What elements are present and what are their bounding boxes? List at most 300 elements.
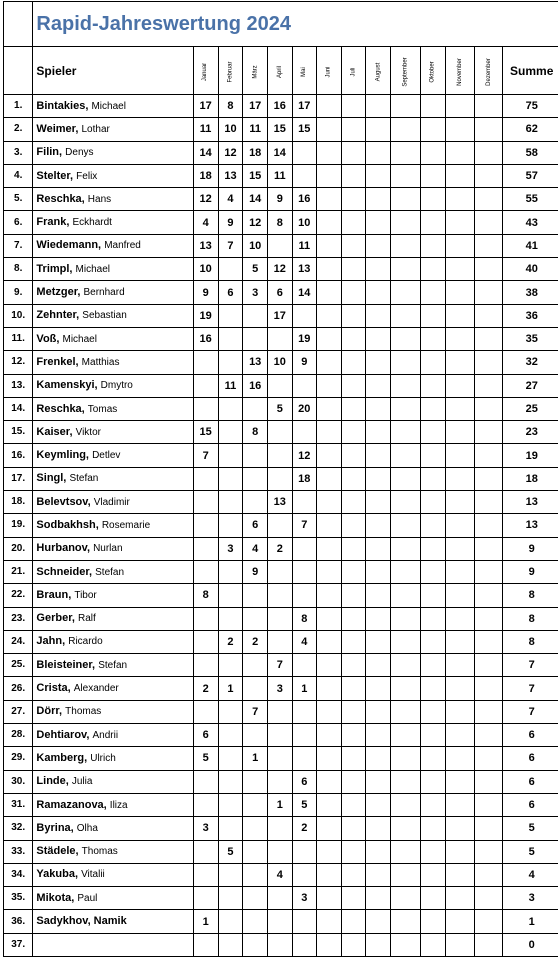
score-cell: [474, 467, 503, 490]
sum-cell: 8: [503, 584, 558, 607]
score-cell: [390, 304, 420, 327]
score-cell: [193, 770, 218, 793]
table-row: [4, 537, 558, 560]
score-cell: [317, 630, 342, 653]
player-name-cell: [33, 351, 193, 374]
score-cell: [366, 607, 391, 630]
score-cell: 12: [267, 258, 292, 281]
player-last-name: Byrina,: [36, 821, 74, 834]
player-name-cell: [33, 933, 193, 956]
rank-cell: 24.: [4, 630, 33, 653]
score-cell: [366, 863, 391, 886]
score-cell: [292, 700, 317, 723]
score-cell: [446, 817, 475, 840]
score-cell: 5: [243, 258, 268, 281]
score-cell: [366, 234, 391, 257]
annual-ranking-table: [3, 1, 558, 957]
score-cell: [243, 910, 268, 933]
score-cell: [317, 234, 342, 257]
rank-cell: 35.: [4, 887, 33, 910]
score-cell: [474, 793, 503, 816]
player-name-cell: [33, 188, 193, 211]
player-last-name: Kamenskyi,: [36, 379, 98, 392]
player-last-name: Frank,: [36, 216, 70, 229]
score-cell: 5: [267, 397, 292, 420]
score-cell: [193, 467, 218, 490]
score-cell: 4: [267, 863, 292, 886]
score-cell: [446, 793, 475, 816]
score-cell: 6: [243, 514, 268, 537]
sum-cell: 8: [503, 607, 558, 630]
score-cell: [474, 770, 503, 793]
score-cell: [267, 887, 292, 910]
rank-cell: 32.: [4, 817, 33, 840]
score-cell: [267, 770, 292, 793]
score-cell: [218, 747, 243, 770]
player-last-name: Dehtiarov,: [36, 728, 90, 741]
score-cell: [421, 164, 446, 187]
score-cell: [218, 933, 243, 956]
sum-cell: 38: [503, 281, 558, 304]
score-cell: [193, 654, 218, 677]
score-cell: [317, 584, 342, 607]
score-cell: [267, 584, 292, 607]
score-cell: [317, 863, 342, 886]
score-cell: 6: [193, 724, 218, 747]
score-cell: [193, 374, 218, 397]
score-cell: [366, 817, 391, 840]
player-first-name: Manfred: [104, 240, 141, 252]
score-cell: [341, 281, 365, 304]
player-first-name: Ricardo: [68, 636, 103, 648]
score-cell: [421, 421, 446, 444]
score-cell: 6: [292, 770, 317, 793]
score-cell: [193, 700, 218, 723]
score-cell: 5: [292, 793, 317, 816]
score-cell: [474, 654, 503, 677]
score-cell: [446, 584, 475, 607]
player-name-cell: [33, 724, 193, 747]
rank-cell: 14.: [4, 397, 33, 420]
score-cell: [474, 234, 503, 257]
month-label: April: [276, 65, 283, 78]
sum-cell: 43: [503, 211, 558, 234]
score-cell: [474, 118, 503, 141]
score-cell: [341, 654, 365, 677]
player-first-name: Michael: [75, 263, 111, 275]
player-name-cell: [33, 654, 193, 677]
score-cell: 2: [292, 817, 317, 840]
score-cell: [421, 188, 446, 211]
score-cell: [341, 141, 365, 164]
rank-cell: 5.: [4, 188, 33, 211]
score-cell: [421, 95, 446, 118]
score-cell: [390, 770, 420, 793]
score-cell: [366, 560, 391, 583]
sum-cell: 40: [503, 258, 558, 281]
score-cell: 1: [292, 677, 317, 700]
sum-cell: 0: [503, 933, 558, 956]
score-cell: 13: [267, 491, 292, 514]
score-cell: [390, 327, 420, 350]
sum-cell: 9: [503, 560, 558, 583]
score-cell: [390, 211, 420, 234]
score-cell: [474, 95, 503, 118]
score-cell: [193, 863, 218, 886]
score-cell: [446, 933, 475, 956]
score-cell: 11: [292, 234, 317, 257]
score-cell: [446, 724, 475, 747]
score-cell: [390, 537, 420, 560]
player-first-name: Stefan: [69, 473, 99, 485]
score-cell: [390, 677, 420, 700]
score-cell: [267, 234, 292, 257]
score-cell: [317, 747, 342, 770]
score-cell: [218, 467, 243, 490]
score-cell: [366, 654, 391, 677]
score-cell: 18: [292, 467, 317, 490]
table-row: [4, 677, 558, 700]
score-cell: [390, 258, 420, 281]
player-name-cell: [33, 491, 193, 514]
sum-cell: 36: [503, 304, 558, 327]
month-label: Oktober: [430, 60, 437, 83]
score-cell: [421, 840, 446, 863]
score-cell: [341, 747, 365, 770]
player-last-name: Kaiser,: [36, 425, 73, 438]
score-cell: [446, 141, 475, 164]
score-cell: [193, 560, 218, 583]
table-row: [4, 327, 558, 350]
score-cell: [446, 467, 475, 490]
score-cell: [317, 514, 342, 537]
score-cell: [243, 467, 268, 490]
table-row: [4, 887, 558, 910]
score-cell: 17: [243, 95, 268, 118]
score-cell: [390, 607, 420, 630]
score-cell: [446, 863, 475, 886]
score-cell: 9: [193, 281, 218, 304]
player-name-cell: [33, 421, 193, 444]
month-header-11: [474, 47, 503, 95]
month-label: Juli: [350, 66, 357, 77]
table-row: [4, 724, 558, 747]
score-cell: [421, 700, 446, 723]
score-cell: [446, 910, 475, 933]
score-cell: [341, 700, 365, 723]
score-cell: [193, 887, 218, 910]
score-cell: [390, 374, 420, 397]
rank-cell: 11.: [4, 327, 33, 350]
month-header-1: [218, 47, 243, 95]
score-cell: [474, 863, 503, 886]
score-cell: [317, 118, 342, 141]
score-cell: [292, 654, 317, 677]
rank-cell: 36.: [4, 910, 33, 933]
score-cell: [341, 537, 365, 560]
score-cell: [366, 677, 391, 700]
score-cell: 11: [267, 164, 292, 187]
score-cell: [243, 607, 268, 630]
score-cell: [390, 863, 420, 886]
player-last-name: Ramazanova,: [36, 798, 107, 811]
rank-cell: 10.: [4, 304, 33, 327]
score-cell: [366, 188, 391, 211]
score-cell: 6: [267, 281, 292, 304]
score-cell: [366, 770, 391, 793]
score-cell: 2: [193, 677, 218, 700]
score-cell: [292, 304, 317, 327]
score-cell: [292, 747, 317, 770]
rank-cell: 2.: [4, 118, 33, 141]
score-cell: [243, 397, 268, 420]
rank-cell: 19.: [4, 514, 33, 537]
player-last-name: Voß,: [36, 332, 60, 345]
score-cell: [218, 700, 243, 723]
score-cell: [218, 397, 243, 420]
table-row: [4, 793, 558, 816]
score-cell: [474, 700, 503, 723]
score-cell: [421, 747, 446, 770]
score-cell: [366, 514, 391, 537]
score-cell: [193, 933, 218, 956]
score-cell: [474, 141, 503, 164]
score-cell: 16: [292, 188, 317, 211]
score-cell: [366, 887, 391, 910]
score-cell: [341, 514, 365, 537]
player-name-cell: [33, 118, 193, 141]
rank-cell: 33.: [4, 840, 33, 863]
score-cell: [317, 327, 342, 350]
score-cell: 19: [292, 327, 317, 350]
score-cell: 5: [193, 747, 218, 770]
score-cell: [317, 700, 342, 723]
score-cell: [366, 933, 391, 956]
month-header-8: [390, 47, 420, 95]
score-cell: [446, 164, 475, 187]
player-last-name: Wiedemann,: [36, 239, 102, 252]
score-cell: [474, 327, 503, 350]
score-cell: [390, 397, 420, 420]
score-cell: [341, 95, 365, 118]
score-cell: [267, 444, 292, 467]
score-cell: [390, 118, 420, 141]
score-cell: [243, 817, 268, 840]
month-label: Mai: [301, 66, 308, 77]
score-cell: [366, 95, 391, 118]
player-last-name: Crista,: [36, 682, 71, 695]
sum-cell: 13: [503, 514, 558, 537]
score-cell: [267, 327, 292, 350]
score-cell: [243, 840, 268, 863]
score-cell: [446, 537, 475, 560]
month-label: Januar: [202, 62, 209, 81]
score-cell: 17: [267, 304, 292, 327]
player-last-name: Metzger,: [36, 286, 81, 299]
score-cell: [243, 304, 268, 327]
score-cell: [292, 910, 317, 933]
score-cell: 10: [243, 234, 268, 257]
score-cell: [317, 793, 342, 816]
player-last-name: Reschka,: [36, 192, 85, 205]
score-cell: [341, 887, 365, 910]
score-cell: [218, 584, 243, 607]
score-cell: [267, 630, 292, 653]
player-first-name: Olha: [76, 822, 98, 834]
score-cell: [218, 724, 243, 747]
score-cell: [390, 141, 420, 164]
score-cell: [243, 933, 268, 956]
player-name-cell: [33, 840, 193, 863]
score-cell: [421, 397, 446, 420]
player-first-name: Vitalii: [81, 869, 105, 881]
score-cell: 10: [267, 351, 292, 374]
player-first-name: Michael: [62, 333, 97, 345]
score-cell: 16: [243, 374, 268, 397]
score-cell: [366, 910, 391, 933]
player-name-cell: [33, 95, 193, 118]
table-row: [4, 95, 558, 118]
score-cell: [390, 560, 420, 583]
score-cell: [390, 164, 420, 187]
score-cell: [421, 258, 446, 281]
score-cell: [446, 514, 475, 537]
score-cell: [474, 304, 503, 327]
score-cell: [218, 770, 243, 793]
player-name-cell: [33, 887, 193, 910]
sum-cell: 18: [503, 467, 558, 490]
player-name-cell: [33, 374, 193, 397]
score-cell: [446, 95, 475, 118]
score-cell: 4: [218, 188, 243, 211]
month-header-10: [446, 47, 475, 95]
score-cell: 7: [243, 700, 268, 723]
player-name-cell: [33, 141, 193, 164]
score-cell: [243, 677, 268, 700]
score-cell: [390, 654, 420, 677]
score-cell: [243, 887, 268, 910]
month-header-3: [267, 47, 292, 95]
player-name-cell: [33, 327, 193, 350]
score-cell: [366, 164, 391, 187]
sum-cell: 32: [503, 351, 558, 374]
score-cell: [366, 304, 391, 327]
table-row: [4, 817, 558, 840]
player-name-cell: [33, 560, 193, 583]
score-cell: [317, 677, 342, 700]
score-cell: [390, 747, 420, 770]
score-cell: 9: [267, 188, 292, 211]
month-label: November: [456, 57, 463, 86]
score-cell: [267, 817, 292, 840]
rank-cell: 28.: [4, 724, 33, 747]
rank-cell: 7.: [4, 234, 33, 257]
score-cell: [446, 607, 475, 630]
score-cell: [317, 724, 342, 747]
table-row: [4, 514, 558, 537]
score-cell: [366, 793, 391, 816]
score-cell: 3: [243, 281, 268, 304]
score-cell: [474, 211, 503, 234]
table-row: [4, 607, 558, 630]
score-cell: 2: [243, 630, 268, 653]
score-cell: [218, 887, 243, 910]
player-name-cell: [33, 397, 193, 420]
rank-cell: 37.: [4, 933, 33, 956]
score-cell: 8: [267, 211, 292, 234]
score-cell: [474, 607, 503, 630]
score-cell: 18: [193, 164, 218, 187]
score-cell: [218, 863, 243, 886]
score-cell: [193, 630, 218, 653]
score-cell: [474, 444, 503, 467]
score-cell: [267, 724, 292, 747]
score-cell: 2: [218, 630, 243, 653]
score-cell: [446, 188, 475, 211]
score-cell: [193, 491, 218, 514]
score-cell: [366, 327, 391, 350]
score-cell: [317, 281, 342, 304]
score-cell: 7: [292, 514, 317, 537]
rank-cell: 30.: [4, 770, 33, 793]
month-header-2: [243, 47, 268, 95]
rank-cell: 16.: [4, 444, 33, 467]
player-first-name: Ralf: [78, 613, 96, 625]
score-cell: [317, 188, 342, 211]
score-cell: [218, 258, 243, 281]
score-cell: [474, 351, 503, 374]
score-cell: [341, 351, 365, 374]
rank-cell: 6.: [4, 211, 33, 234]
score-cell: [341, 491, 365, 514]
player-first-name: Thomas: [65, 706, 102, 718]
player-first-name: Eckhardt: [72, 217, 112, 229]
player-name-cell: [33, 304, 193, 327]
sum-cell: 6: [503, 747, 558, 770]
score-cell: [267, 467, 292, 490]
score-cell: 1: [193, 910, 218, 933]
score-cell: [474, 374, 503, 397]
score-cell: [218, 817, 243, 840]
score-cell: [421, 817, 446, 840]
sum-header: Summe: [503, 47, 558, 95]
table-row: [4, 444, 558, 467]
player-name-cell: [33, 607, 193, 630]
sum-cell: 4: [503, 863, 558, 886]
table-row: [4, 467, 558, 490]
score-cell: 7: [267, 654, 292, 677]
player-last-name: Sodbakhsh,: [36, 518, 99, 531]
score-cell: [421, 887, 446, 910]
table-row: [4, 654, 558, 677]
score-cell: [366, 840, 391, 863]
score-cell: 3: [292, 887, 317, 910]
score-cell: [193, 351, 218, 374]
sum-cell: 23: [503, 421, 558, 444]
score-cell: [390, 724, 420, 747]
score-cell: [390, 444, 420, 467]
player-last-name: Linde,: [36, 775, 69, 788]
player-name-cell: [33, 770, 193, 793]
score-cell: [341, 397, 365, 420]
score-cell: [317, 910, 342, 933]
score-cell: [243, 444, 268, 467]
score-cell: [474, 491, 503, 514]
score-cell: 11: [243, 118, 268, 141]
score-cell: [317, 444, 342, 467]
rank-cell: 3.: [4, 141, 33, 164]
score-cell: 15: [292, 118, 317, 141]
